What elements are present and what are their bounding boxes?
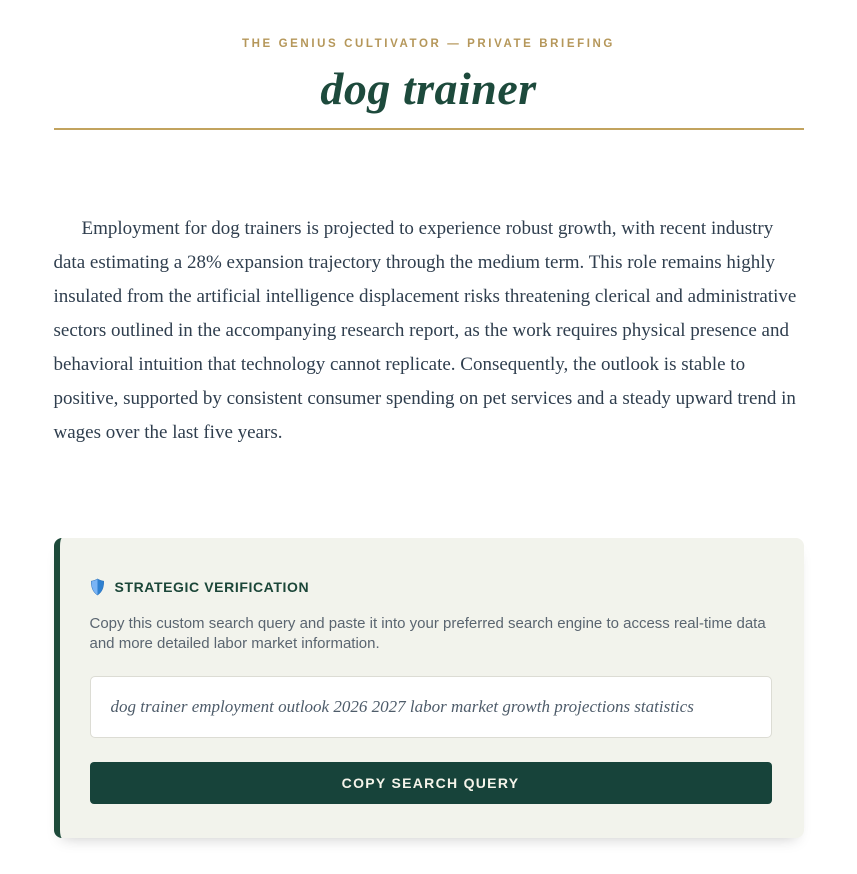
- search-query-box[interactable]: [90, 676, 772, 738]
- shield-icon: [90, 578, 105, 596]
- briefing-page: [54, 0, 804, 838]
- copy-search-query-button[interactable]: COPY SEARCH QUERY: [90, 762, 772, 804]
- verification-heading: STRATEGIC VERIFICATION: [114, 579, 310, 595]
- verification-card: [54, 538, 804, 838]
- verification-card-header: [90, 578, 772, 596]
- search-query-text: dog trainer employment outlook 2026 2027 labor market growth projections statistics: [110, 697, 694, 716]
- verification-description: Copy this custom search query and paste it into your preferred search engine to access real-time data and more detailed labor market information.: [89, 615, 766, 652]
- eyebrow-label: THE GENIUS CULTIVATOR — PRIVATE BRIEFING: [242, 38, 615, 50]
- gold-divider: [54, 128, 804, 130]
- briefing-paragraph: Employment for dog trainers is projected to experience robust growth, with recent industry data estimating a 28% expansion trajectory through the medium term. This role remains highly insulated from the artificial intelligence displacement risks threatening clerical and administrative sectors outlined in the accompanying research report, as the work requires physical presence and behavioral intuition that technology cannot replicate. Consequently, the outlook is stable to positive, supported by consistent consumer spending on pet services and a steady upward trend in wages over the last five years.: [53, 218, 797, 443]
- page-title: dog trainer: [320, 63, 537, 114]
